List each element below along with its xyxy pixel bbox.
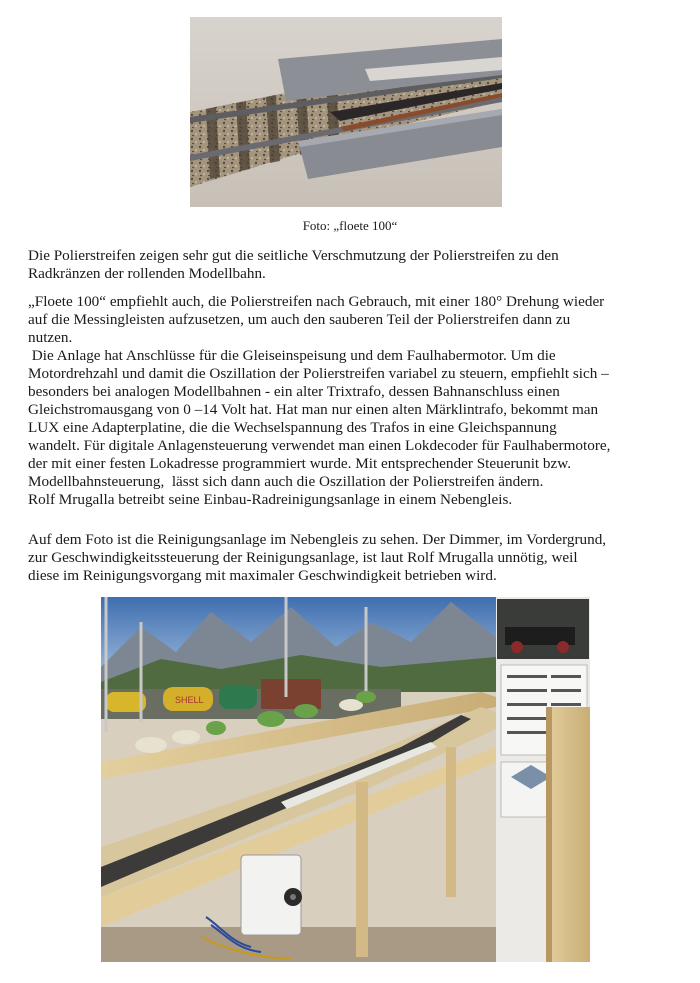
paragraph-installation-details: „Floete 100“ empfiehlt auch, die Polierstreifen nach Gebrauch, mit einer 180° Drehung wieder auf die Messingleisten aufzusetzen, um auch den sauberen Teil der Polierstreifen dann zu nutzen. Die Anlage hat Anschlüsse für die Gleiseinspeisung und dem Faulhabermotor. Um die Motordrehzahl und damit die Oszillation der Polierstreifen variabel zu steuern, empfiehlt sich – besonders bei analogen Modellbahnen - ein alter Trixtrafo, dessen Bahnanschluss einen Gleichstromausgang von 0 –14 Volt hat. Hat man nur einen alten Märklintrafo, bekommt man LUX eine Adapterplatine, die die Wechselspannung des Trafos in eine Gleichspannung wandelt. Für digitale Anlagensteuerung verwendet man einen Lokdecoder für Faulhabermotore, der mit einer festen Lokadresse programmiert wurde. Mit entsprechender Steuerunit bzw. Modellbahnsteuerung, lässt sich dann auch die Oszillation der Polierstreifen ändern. Rolf Mrugalla betreibt seine Einbau-Radreinigungsanlage in einem Nebengleis. xyxy=(28,293,611,508)
paragraph-polishing-strips: Die Polierstreifen zeigen sehr gut die seitliche Verschmutzung der Polierstreifen zu den Radkränzen der rollenden Modellbahn. xyxy=(28,247,559,282)
wagon-label: SHELL xyxy=(175,695,204,705)
layout-cleaning-siding-photo xyxy=(101,597,590,962)
photo-caption: Foto: „floete 100“ xyxy=(302,218,398,233)
track-cleaner-photo xyxy=(190,17,502,207)
paragraph-cleaning-siding: Auf dem Foto ist die Reinigungsanlage im Nebengleis zu sehen. Der Dimmer, im Vordergrund, zur Geschwindigkeitssteuerung der Reinigungsanlage, ist laut Rolf Mrugalla unnötig, weil diese im Reinigungsvorgang mit maximaler Geschwindigkeit betrieben wird. xyxy=(28,531,607,584)
